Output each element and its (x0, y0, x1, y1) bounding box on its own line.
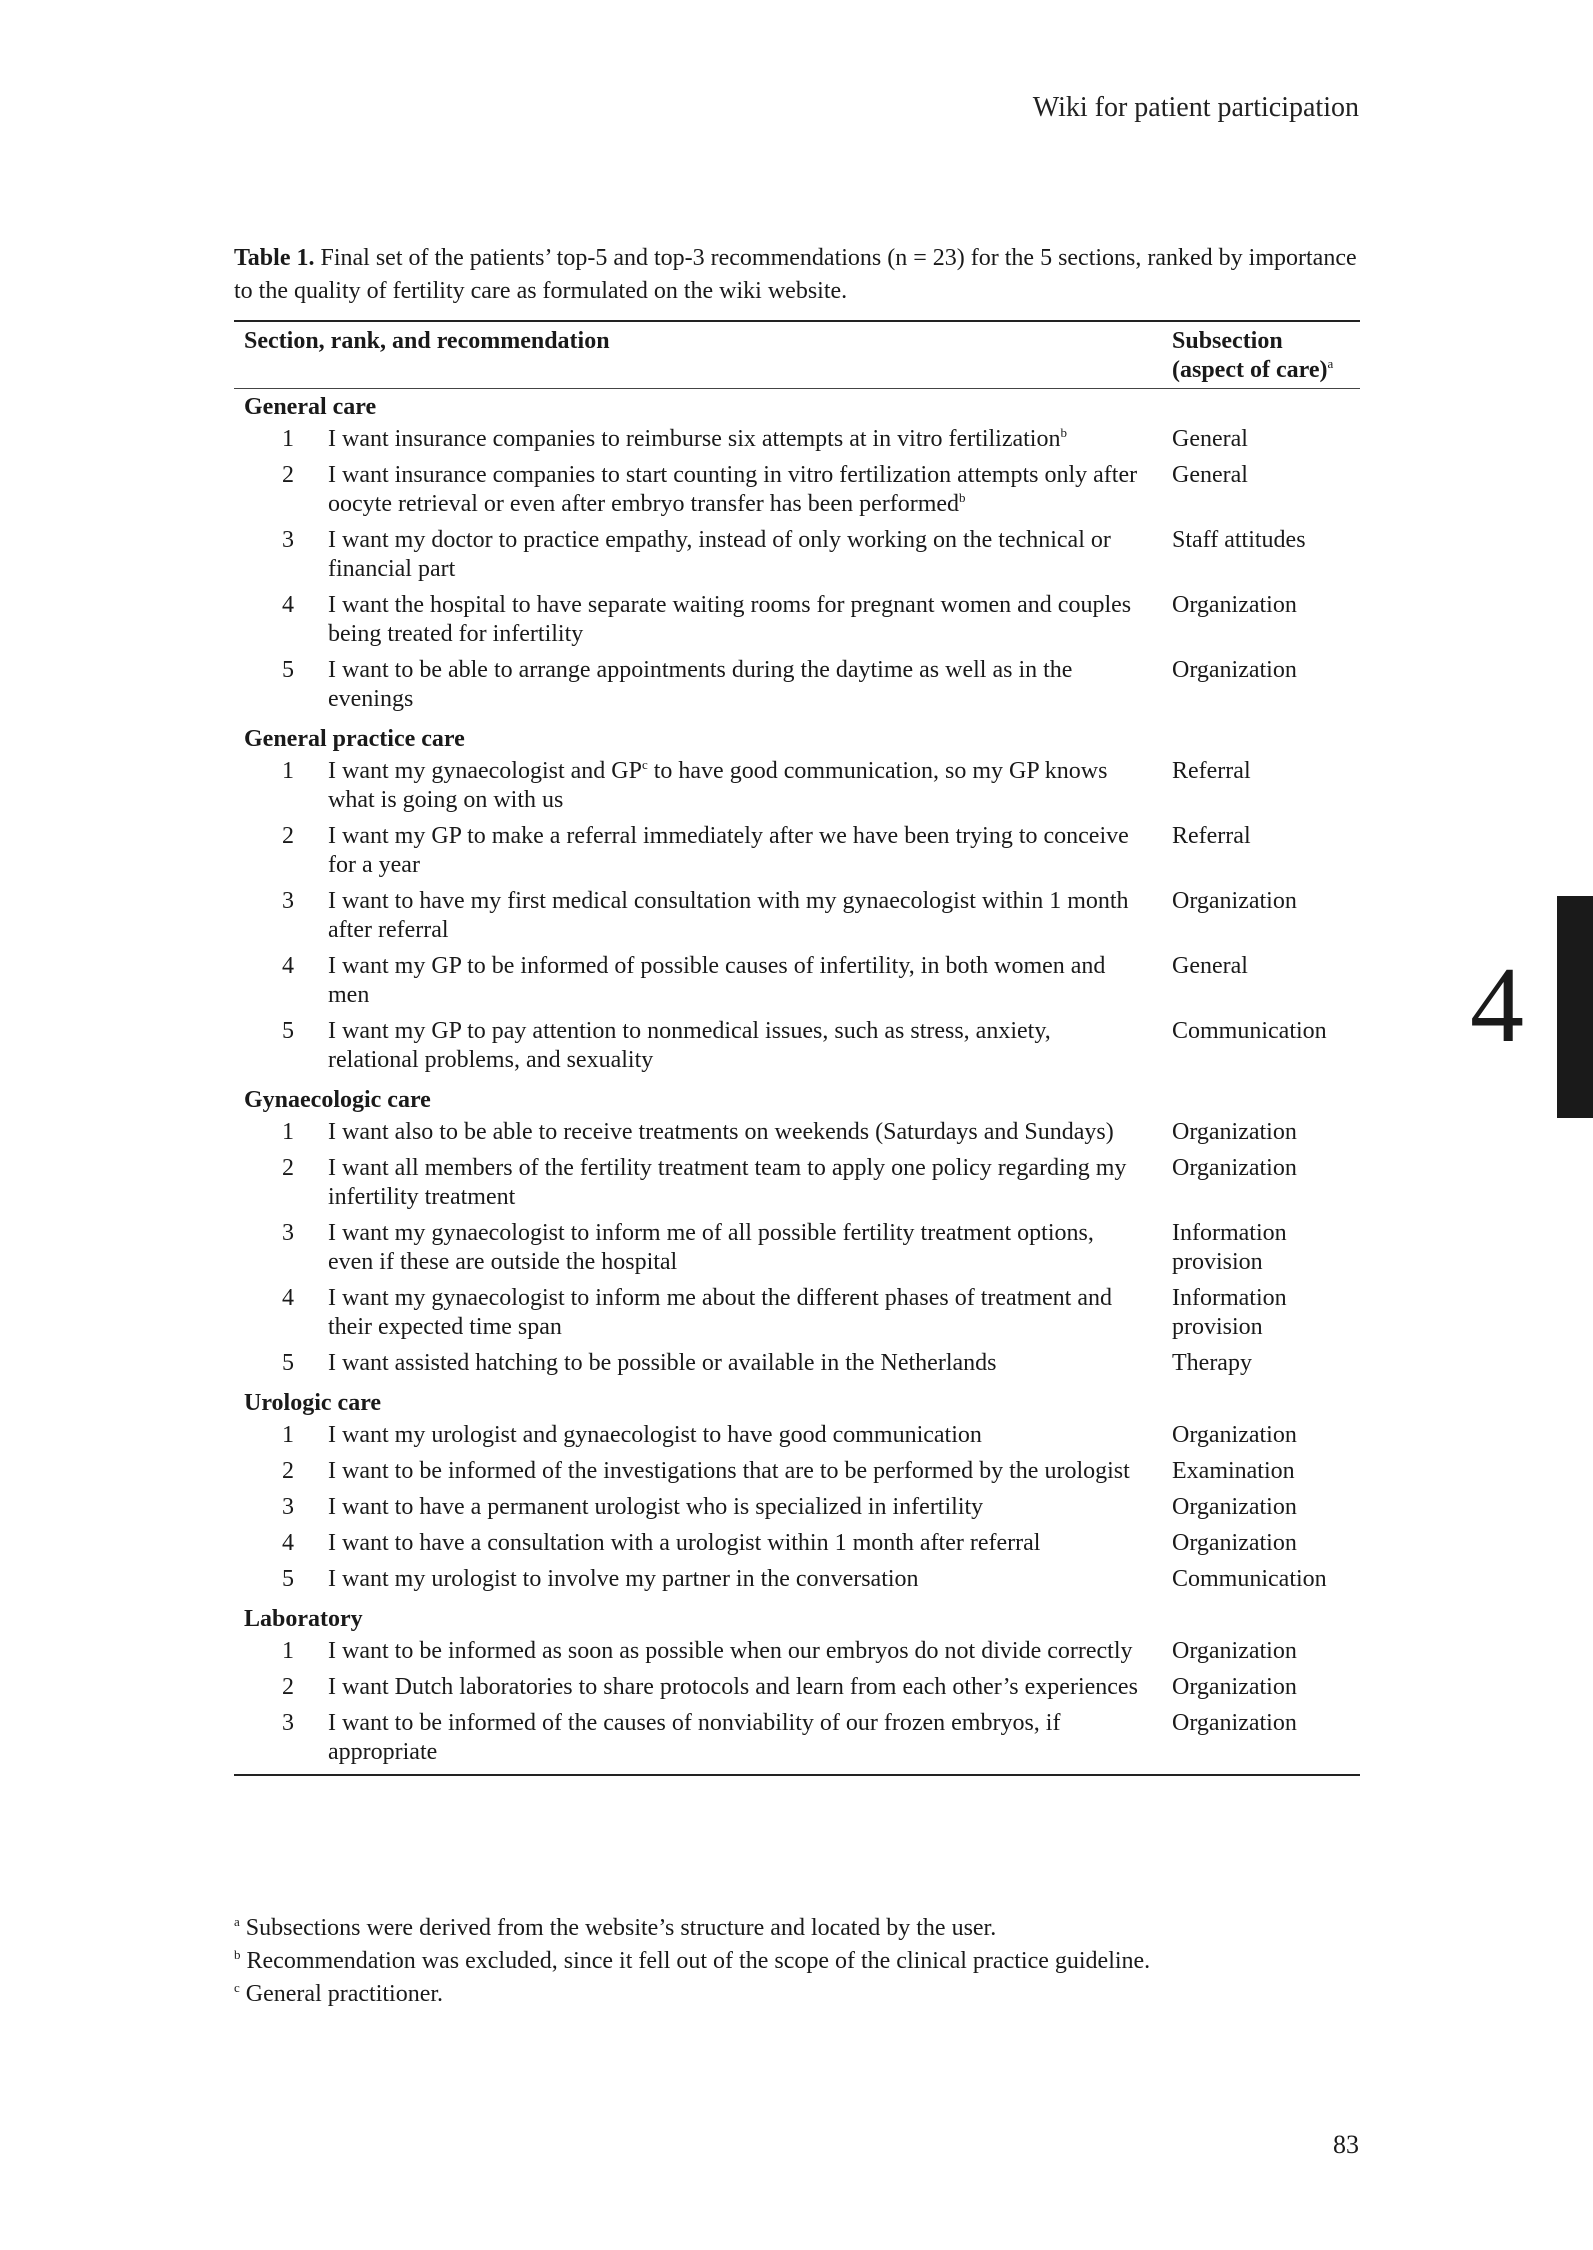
subsection-cell: Referral (1172, 823, 1251, 849)
recommendation-cell (328, 656, 1144, 714)
table-row (234, 1709, 1360, 1767)
recommendation-text: I want my GP to be informed of possible causes of infertility, in both women and men (328, 953, 1106, 1008)
table-row (234, 1349, 1360, 1378)
header-section-rank: Section, rank, and recommendation (244, 328, 610, 354)
table-row (234, 526, 1360, 584)
table-caption (234, 242, 1360, 308)
subsection-cell: Organization (1172, 1155, 1297, 1181)
recommendation-cell (328, 461, 1144, 519)
recommendation-text: I want Dutch laboratories to share protocols and learn from each other’s experiences (328, 1674, 1138, 1700)
header-subsection (1172, 327, 1360, 385)
table-row (234, 591, 1360, 649)
recommendations-table (234, 320, 1360, 1776)
subsection-cell: Therapy (1172, 1350, 1252, 1376)
subsection-cell: General (1172, 462, 1248, 488)
recommendation-cell (328, 1457, 1144, 1486)
table-row (234, 1284, 1360, 1342)
footnote-ref: b (959, 490, 966, 505)
rank-cell: 2 (282, 1155, 294, 1181)
recommendation-cell (328, 1284, 1144, 1342)
subsection-cell: Organization (1172, 1422, 1297, 1448)
table-row (234, 656, 1360, 714)
table-row (234, 461, 1360, 519)
subsection-cell: Organization (1172, 1119, 1297, 1145)
table-header (234, 322, 1360, 389)
subsection-cell: Organization (1172, 1710, 1297, 1736)
footnote-text: Subsections were derived from the website’s structure and located by the user. (239, 1915, 997, 1941)
table-row (234, 757, 1360, 815)
subsection-cell: Organization (1172, 1530, 1297, 1556)
recommendation-text: I want my urologist and gynaecologist to have good communication (328, 1422, 982, 1448)
recommendation-cell (328, 1017, 1144, 1075)
recommendation-cell (328, 1421, 1144, 1450)
subsection-cell: Organization (1172, 888, 1297, 914)
rank-cell: 5 (282, 1018, 294, 1044)
rank-cell: 2 (282, 462, 294, 488)
recommendation-text: I want my gynaecologist to inform me of all possible fertility treatment options, even if these are outside the hospital (328, 1220, 1094, 1275)
rank-cell: 5 (282, 1566, 294, 1592)
footnote-a (234, 1912, 1360, 1945)
rank-cell: 2 (282, 823, 294, 849)
recommendation-text: I want my GP to make a referral immediately after we have been trying to conceive for a year (328, 823, 1129, 878)
recommendation-text: to have good communication, so my GP knows what is going on with us (328, 758, 1108, 813)
rank-cell: 1 (282, 426, 294, 452)
subsection-cell: Referral (1172, 758, 1251, 784)
rank-cell: 4 (282, 953, 294, 979)
recommendation-text: I want my GP to pay attention to nonmedical issues, such as stress, anxiety, relational problems, and sexuality (328, 1018, 1051, 1073)
header-subsection-sup: a (1327, 356, 1334, 371)
recommendation-text: I want my gynaecologist and GP (328, 758, 642, 784)
recommendation-text: I want my urologist to involve my partner in the conversation (328, 1566, 919, 1592)
footnote-mark: c (234, 1980, 240, 1995)
footnote-b (234, 1945, 1360, 1978)
table-body (234, 389, 1360, 1767)
recommendation-text: I want assisted hatching to be possible or available in the Netherlands (328, 1350, 997, 1376)
recommendation-cell (328, 425, 1144, 454)
table-row (234, 952, 1360, 1010)
footnote-text: General practitioner. (239, 1981, 444, 2007)
table-row (234, 425, 1360, 454)
recommendation-cell (328, 1565, 1144, 1594)
subsection-cell: Organization (1172, 1638, 1297, 1664)
recommendation-cell (328, 757, 1144, 815)
rank-cell: 1 (282, 1422, 294, 1448)
table-row (234, 1219, 1360, 1277)
subsection-cell: Organization (1172, 1674, 1297, 1700)
footnote-mark: b (234, 1947, 241, 1962)
recommendation-text: I want the hospital to have separate waiting rooms for pregnant women and couples being treated for infertility (328, 592, 1132, 647)
subsection-cell: Organization (1172, 657, 1297, 683)
recommendation-cell (328, 1529, 1144, 1558)
table-row (234, 1673, 1360, 1702)
recommendation-text: I want to have a consultation with a urologist within 1 month after referral (328, 1530, 1041, 1556)
recommendation-cell (328, 591, 1144, 649)
recommendation-text: I want all members of the fertility treatment team to apply one policy regarding my infertility treatment (328, 1155, 1127, 1210)
table-row (234, 822, 1360, 880)
subsection-cell: Organization (1172, 592, 1297, 618)
recommendation-text: I want insurance companies to reimburse six attempts at in vitro fertilization (328, 426, 1061, 452)
table-row (234, 1529, 1360, 1558)
subsection-cell: Communication (1172, 1018, 1327, 1044)
recommendation-text: I want my doctor to practice empathy, instead of only working on the technical or financial part (328, 527, 1111, 582)
header-subsection-label: Subsection (aspect of care) (1172, 328, 1328, 383)
rank-cell: 4 (282, 592, 294, 618)
subsection-cell: Examination (1172, 1458, 1295, 1484)
recommendation-text: I want to have my first medical consultation with my gynaecologist within 1 month after referral (328, 888, 1129, 943)
rank-cell: 3 (282, 1220, 294, 1246)
recommendation-cell (328, 1493, 1144, 1522)
subsection-cell: Information provision (1172, 1285, 1287, 1340)
rank-cell: 3 (282, 527, 294, 553)
chapter-number: 4 (1470, 946, 1524, 1065)
footnotes (234, 1912, 1360, 2011)
subsection-cell: Organization (1172, 1494, 1297, 1520)
rank-cell: 3 (282, 1494, 294, 1520)
recommendation-cell (328, 952, 1144, 1010)
recommendation-cell (328, 1349, 1144, 1378)
footnote-text: Recommendation was excluded, since it fell out of the scope of the clinical practice guideline. (240, 1948, 1151, 1974)
recommendation-cell (328, 526, 1144, 584)
subsection-cell: General (1172, 953, 1248, 979)
table-row (234, 1421, 1360, 1450)
recommendation-cell (328, 1673, 1144, 1702)
footnote-c (234, 1978, 1360, 2011)
recommendation-text: I want to be informed of the causes of nonviability of our frozen embryos, if appropriate (328, 1710, 1061, 1765)
table-row (234, 1637, 1360, 1666)
recommendation-cell (328, 1154, 1144, 1212)
rank-cell: 1 (282, 1119, 294, 1145)
section-title: General care (244, 394, 377, 420)
recommendation-cell (328, 1709, 1144, 1767)
table-row (234, 1565, 1360, 1594)
rank-cell: 1 (282, 1638, 294, 1664)
footnote-mark: a (234, 1914, 240, 1929)
footnote-ref: c (641, 757, 648, 772)
subsection-cell: Staff attitudes (1172, 527, 1306, 553)
recommendation-text: I want my gynaecologist to inform me about the different phases of treatment and their expected time span (328, 1285, 1112, 1340)
chapter-side-tab (1557, 896, 1593, 1118)
table-row (234, 1154, 1360, 1212)
recommendation-text: I want to be able to arrange appointments during the daytime as well as in the evenings (328, 657, 1073, 712)
table-row (234, 887, 1360, 945)
table-row (234, 1017, 1360, 1075)
footnote-ref: b (1060, 425, 1067, 440)
recommendation-text: I want to have a permanent urologist who is specialized in infertility (328, 1494, 984, 1520)
rank-cell: 3 (282, 888, 294, 914)
recommendation-text: I want to be informed as soon as possible when our embryos do not divide correctly (328, 1638, 1133, 1664)
recommendation-cell (328, 1219, 1144, 1277)
recommendation-cell (328, 1637, 1144, 1666)
rank-cell: 4 (282, 1530, 294, 1556)
recommendation-text: I want insurance companies to start counting in vitro fertilization attempts only after oocyte retrieval or even after embryo transfer has been performed (328, 462, 1138, 517)
section-title: General practice care (244, 726, 465, 752)
subsection-cell: General (1172, 426, 1248, 452)
rank-cell: 3 (282, 1710, 294, 1736)
section-title: Urologic care (244, 1390, 382, 1416)
recommendation-cell (328, 822, 1144, 880)
section-title: Gynaecologic care (244, 1087, 431, 1113)
running-header: Wiki for patient participation (1032, 92, 1359, 123)
rank-cell: 1 (282, 758, 294, 784)
recommendation-cell (328, 1118, 1144, 1147)
rank-cell: 5 (282, 1350, 294, 1376)
table-row (234, 1457, 1360, 1486)
rank-cell: 5 (282, 657, 294, 683)
rank-cell: 2 (282, 1674, 294, 1700)
table-row (234, 1493, 1360, 1522)
table-label: Table 1. (234, 245, 315, 271)
table-row (234, 1118, 1360, 1147)
rank-cell: 4 (282, 1285, 294, 1311)
recommendation-cell (328, 887, 1144, 945)
subsection-cell: Information provision (1172, 1220, 1287, 1275)
recommendation-text: I want to be informed of the investigations that are to be performed by the urologist (328, 1458, 1130, 1484)
section-title: Laboratory (244, 1606, 363, 1632)
recommendation-text: I want also to be able to receive treatments on weekends (Saturdays and Sundays) (328, 1119, 1114, 1145)
table-caption-text: Final set of the patients’ top-5 and top-3 recommendations (n = 23) for the 5 sections, ranked by importance to the quality of fertility care as formulated on the wiki website. (234, 245, 1357, 304)
subsection-cell: Communication (1172, 1566, 1327, 1592)
rank-cell: 2 (282, 1458, 294, 1484)
page-number: 83 (1333, 2130, 1359, 2159)
